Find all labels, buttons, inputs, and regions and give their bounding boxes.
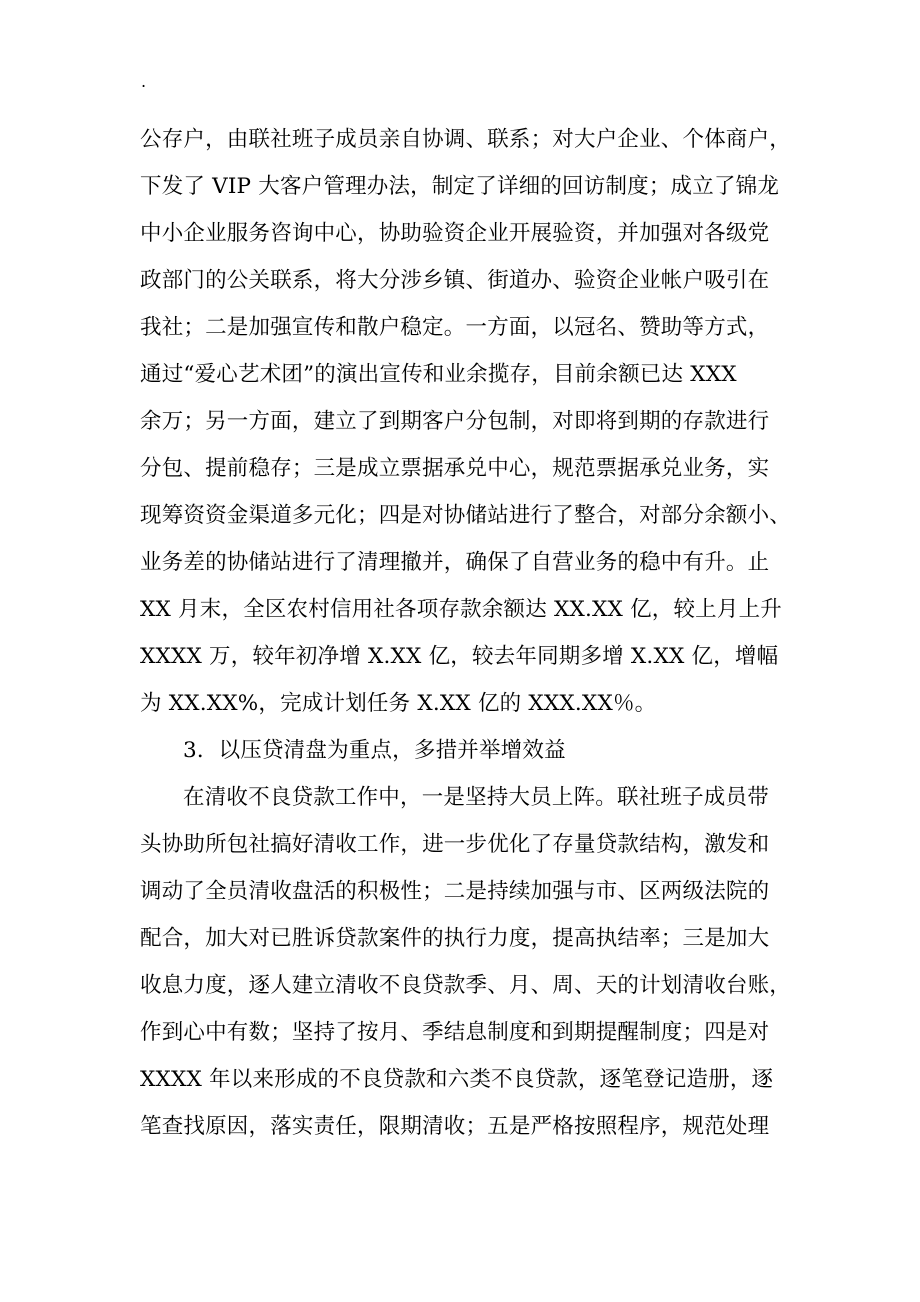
text-line: 笔查找原因，落实责任，限期清收；五是严格按照程序，规范处理 <box>140 1114 770 1139</box>
text-line: 通过“爱心艺术团”的演出宣传和业余揽存，目前余额已达 XXX <box>140 362 737 387</box>
text-line: 业务差的协储站进行了清理撤并，确保了自营业务的稳中有升。止 <box>140 550 770 575</box>
text-line: XX 月末，全区农村信用社各项存款余额达 XX.XX 亿，较上月上升 <box>140 597 782 622</box>
text-line: 下发了 VIP 大客户管理办法，制定了详细的回访制度；成立了锦龙 <box>140 174 780 199</box>
text-line: XXXX 年以来形成的不良贷款和六类不良贷款，逐笔登记造册，逐 <box>140 1067 774 1092</box>
text-line: 中小企业服务咨询中心，协助验资企业开展验资，并加强对各级党 <box>140 221 770 246</box>
text-line: 作到心中有数；坚持了按月、季结息制度和到期提醒制度；四是对 <box>140 1020 770 1045</box>
header-dot: . <box>141 72 147 91</box>
text-line: 为 XX.XX%，完成计划任务 X.XX 亿的 XXX.XX％。 <box>140 691 657 716</box>
text-line: 分包、提前稳存；三是成立票据承兑中心，规范票据承兑业务，实 <box>140 456 770 481</box>
text-line: XXXX 万，较年初净增 X.XX 亿，较去年同期多增 X.XX 亿，增幅 <box>140 644 779 669</box>
text-line: 余万；另一方面，建立了到期客户分包制，对即将到期的存款进行 <box>140 409 770 434</box>
text-line: 收息力度，逐人建立清收不良贷款季、月、周、天的计划清收台账， <box>140 973 792 998</box>
text-line: 在清收不良贷款工作中，一是坚持大员上阵。联社班子成员带 <box>183 785 769 810</box>
text-line: 头协助所包社搞好清收工作，进一步优化了存量贷款结构，激发和 <box>140 832 770 857</box>
text-line: 配合，加大对已胜诉贷款案件的执行力度，提高执结率；三是加大 <box>140 926 770 951</box>
text-line: 现筹资资金渠道多元化；四是对协储站进行了整合，对部分余额小、 <box>140 503 792 528</box>
text-line: 我社；二是加强宣传和散户稳定。一方面，以冠名、赞助等方式， <box>140 315 770 340</box>
section-heading: 3．以压贷清盘为重点，多措并举增效益 <box>183 738 566 763</box>
text-line: 公存户，由联社班子成员亲自协调、联系；对大户企业、个体商户， <box>140 127 792 152</box>
text-line: 调动了全员清收盘活的积极性；二是持续加强与市、区两级法院的 <box>140 879 770 904</box>
text-line: 政部门的公关联系，将大分涉乡镇、街道办、验资企业帐户吸引在 <box>140 268 770 293</box>
